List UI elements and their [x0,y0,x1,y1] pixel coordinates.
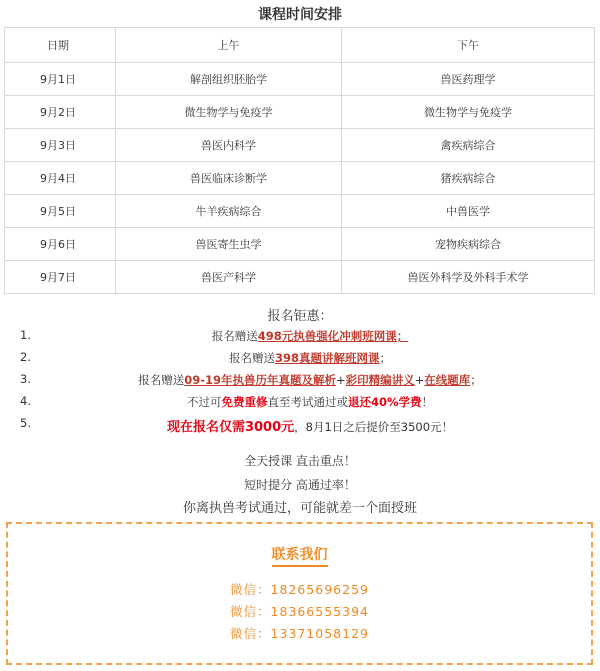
item-prefix: 报名赠送 [138,373,185,387]
plus-sign: + [414,373,425,387]
item-suffix: ； [470,373,482,387]
row-morning: 牛羊疾病综合 [116,195,342,228]
row-morning: 兽医产科学 [116,261,342,294]
item-text [40,350,580,366]
wechat-contact: 微信：13371058129 [230,626,369,641]
row-afternoon: 微生物学与免疫学 [342,96,595,129]
row-date: 9月3日 [5,129,116,162]
table-row [5,162,595,195]
table-row [5,261,595,294]
header-afternoon: 下午 [342,28,595,63]
row-morning: 兽医临床诊断学 [116,162,342,195]
item-prefix: 报名赠送 [211,329,258,343]
row-date: 9月1日 [5,63,116,96]
table-row [5,129,595,162]
table-row [5,228,595,261]
row-afternoon: 兽医外科学及外科手术学 [342,261,595,294]
item-suffix: ！ [421,395,434,409]
gift-highlight: 在线题库 [424,373,471,387]
row-morning: 解剖组织胚胎学 [116,63,342,96]
price-highlight: 现在报名仅需3000元 [166,420,295,435]
plus-sign: + [336,373,346,387]
slogan-line: 全天授课 直击重点！ [244,454,356,468]
refund-highlight: 退还40%学费 [347,395,422,409]
wechat-contact: 微信：18366555394 [230,604,369,619]
row-date: 9月2日 [5,96,116,129]
contact-title [8,544,591,564]
item-number: 5. [20,416,31,430]
item-number: 3. [20,372,31,386]
gift-highlight: 09-19年执兽历年真题及解析 [184,373,336,387]
item-suffix: ； [379,351,391,365]
list-item [0,325,600,347]
slogan-line: 短时提分 高通过率！ [244,478,356,492]
table-row [5,195,595,228]
gift-highlight: 498元执兽强化冲刺班网课； [257,329,409,343]
table-row [5,63,595,96]
contact-box [6,522,593,665]
row-afternoon: 兽医药理学 [342,63,595,96]
wechat-contact: 微信：18265696259 [230,582,369,597]
page-title: 课程时间安排 [258,7,342,23]
table-row [5,96,595,129]
list-item [0,347,600,369]
item-number: 4. [20,394,31,408]
item-number: 1. [20,328,31,342]
contact-title-text: 联系我们 [272,547,328,567]
row-date: 9月5日 [5,195,116,228]
row-date: 9月4日 [5,162,116,195]
schedule-table [4,27,595,294]
item-text [40,372,580,388]
item-number: 2. [20,350,31,364]
item-suffix: ，8月1日之后提价至3500元！ [294,420,454,434]
header-morning: 上午 [116,28,342,63]
item-middle: 直至考试通过或 [267,395,348,409]
list-item [0,391,600,413]
gift-highlight: 398真题讲解班网课 [274,351,380,365]
row-afternoon: 猪疾病综合 [342,162,595,195]
row-date: 9月6日 [5,228,116,261]
row-morning: 兽医内科学 [116,129,342,162]
row-date: 9月7日 [5,261,116,294]
item-prefix: 不过可 [186,395,222,409]
row-afternoon: 宠物疾病综合 [342,228,595,261]
row-afternoon: 禽疾病综合 [342,129,595,162]
free-retake-highlight: 免费重修 [221,395,268,409]
row-morning: 兽医寄生虫学 [116,228,342,261]
item-text [40,416,580,435]
header-date: 日期 [5,28,116,63]
list-item [0,413,600,435]
slogan-line: 你离执兽考试通过，可能就差一个面授班 [182,501,417,516]
row-morning: 微生物学与免疫学 [116,96,342,129]
list-item [0,369,600,391]
item-text [40,328,580,344]
item-prefix: 报名赠送 [228,351,275,365]
gift-highlight: 彩印精编讲义 [345,373,415,387]
promo-title: 报名钜惠： [267,309,333,324]
table-header-row [5,28,595,63]
row-afternoon: 中兽医学 [342,195,595,228]
promo-list [0,325,600,435]
item-text [40,394,580,410]
